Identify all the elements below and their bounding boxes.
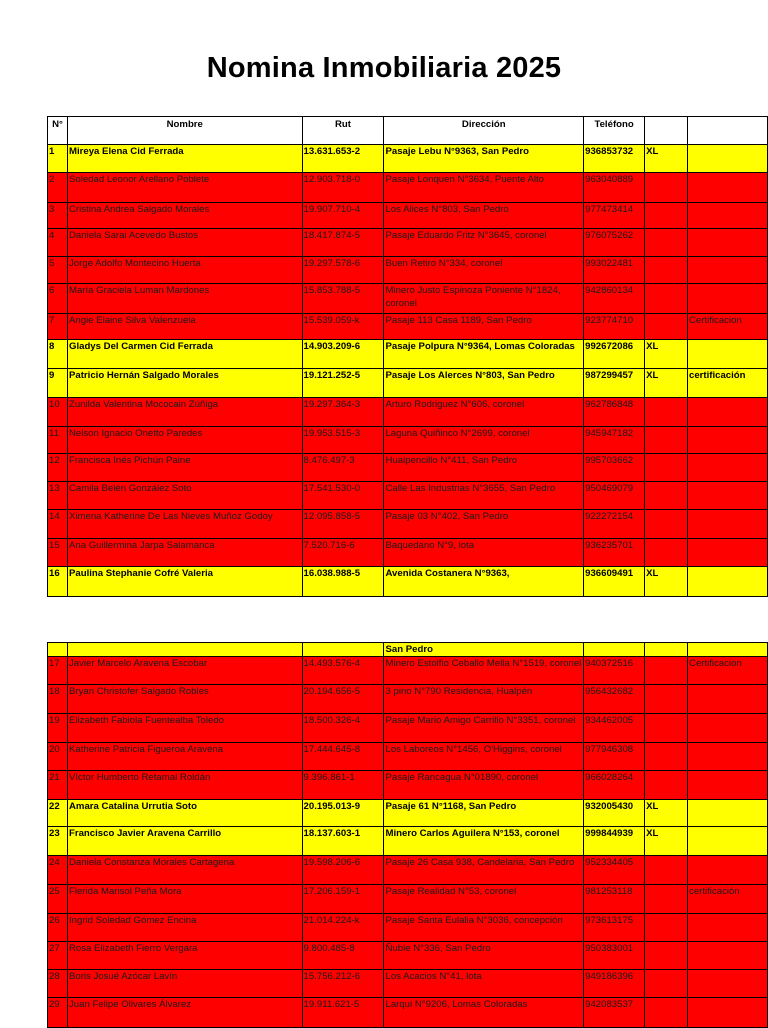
row-rut: 19.911.621-5 [302,998,384,1028]
row-observacion [688,482,768,510]
row-number: 21 [48,771,68,800]
row-nombre: Daniela Sarai Acevedo Bustos [67,229,302,257]
row-number: 6 [48,284,68,314]
row-telefono: 950383001 [584,942,645,970]
header-direccion: Dirección [384,117,584,145]
row-observacion [688,714,768,743]
row-talla [645,482,688,510]
row-direccion: San Pedro [384,643,584,657]
row-telefono: 977473414 [584,203,645,229]
row-observacion [688,229,768,257]
table-row [48,914,768,942]
row-direccion: Larqui N°9206, Lomas Coloradas [384,998,584,1028]
row-nombre: Ximena Katherine De Las Nieves Muñoz Godoy [67,510,302,539]
row-number: 17 [48,657,68,685]
row-direccion: Ñuble N°336, San Pedro [384,942,584,970]
row-nombre: Mireya Elena Cid Ferrada [67,145,302,173]
table-row [48,685,768,714]
row-number: 20 [48,743,68,771]
row-number: 23 [48,827,68,856]
row-direccion: Pasaje Polpura N°9364, Lomas Coloradas [384,340,584,369]
row-rut: 17.444.645-8 [302,743,384,771]
table-row [48,827,768,856]
row-number: 19 [48,714,68,743]
row-nombre: Paulina Stephanie Cofré Valeria [67,567,302,597]
row-rut: 18.417.874-5 [302,229,384,257]
row-observacion [688,914,768,942]
row-observacion [688,398,768,427]
row-talla [645,284,688,314]
row-rut: 15.756.212-6 [302,970,384,998]
row-direccion: Pasaje Lonquen N°3634, Puente Alto [384,173,584,203]
row-rut: 19.907.710-4 [302,203,384,229]
table-row [48,454,768,482]
row-nombre [67,643,302,657]
row-telefono: 922272154 [584,510,645,539]
row-number: 7 [48,314,68,340]
row-direccion: Buen Retiro N°334, coronel [384,257,584,284]
row-telefono: 976075262 [584,229,645,257]
row-number: 5 [48,257,68,284]
table-row [48,229,768,257]
row-talla [645,427,688,454]
table-row [48,257,768,284]
row-nombre: Francisco Javier Aravena Carrillo [67,827,302,856]
row-talla: XL [645,340,688,369]
row-direccion: Pasaje Realidad N°53, coronel [384,885,584,914]
row-observacion [688,800,768,827]
row-rut: 20.195.013-9 [302,800,384,827]
row-observacion [688,145,768,173]
row-direccion: Hualpencillo N°411, San Pedro [384,454,584,482]
row-talla [645,970,688,998]
row-number: 29 [48,998,68,1028]
row-rut: 19.598.206-6 [302,856,384,885]
row-talla [645,885,688,914]
table-row [48,800,768,827]
row-telefono: 963040889 [584,173,645,203]
row-number: 24 [48,856,68,885]
row-observacion [688,743,768,771]
row-number: 11 [48,427,68,454]
row-talla [645,856,688,885]
row-rut: 19.297.364-3 [302,398,384,427]
row-nombre: Daniela Constanza Morales Cartagena [67,856,302,885]
table-row [48,173,768,203]
header-extra-1 [645,117,688,145]
row-rut [302,643,384,657]
row-rut: 19.121.252-5 [302,369,384,398]
row-number: 12 [48,454,68,482]
row-talla: XL [645,567,688,597]
row-telefono: 962786848 [584,398,645,427]
row-number: 16 [48,567,68,597]
row-direccion: Los Alices N°803, San Pedro [384,203,584,229]
row-observacion [688,856,768,885]
nomina-table-1 [47,116,768,597]
row-telefono: 940372516 [584,657,645,685]
row-direccion: 3 pino N°790 Residencia, Hualpén [384,685,584,714]
row-talla [645,539,688,567]
row-telefono: 950469079 [584,482,645,510]
row-nombre: Zunilda Valentina Mococain Zúñiga [67,398,302,427]
row-nombre: Nelson Ignacio Onetto Paredes [67,427,302,454]
row-nombre: Amara Catalina Urrutia Soto [67,800,302,827]
row-telefono: 949186396 [584,970,645,998]
row-talla [645,743,688,771]
table-row [48,942,768,970]
row-observacion [688,827,768,856]
row-observacion: Certificacion [688,314,768,340]
row-rut: 16.038.988-5 [302,567,384,597]
row-observacion [688,998,768,1028]
row-telefono: 936609491 [584,567,645,597]
row-rut: 19.953.515-3 [302,427,384,454]
row-talla [645,203,688,229]
table-row [48,567,768,597]
row-nombre: Soledad Leonor Arellano Poblete [67,173,302,203]
row-talla [645,657,688,685]
row-number: 27 [48,942,68,970]
row-direccion: Pasaje Lebu N°9363, San Pedro [384,145,584,173]
row-observacion [688,510,768,539]
row-telefono: 952334405 [584,856,645,885]
row-telefono: 936853732 [584,145,645,173]
row-rut: 12.095.858-5 [302,510,384,539]
row-observacion [688,340,768,369]
row-number [48,643,68,657]
table-row [48,482,768,510]
row-nombre: Elizabeth Fabiola Fuentealba Toledo [67,714,302,743]
row-rut: 18.500.326-4 [302,714,384,743]
row-observacion: certificación [688,885,768,914]
table-row [48,314,768,340]
row-observacion [688,942,768,970]
row-number: 2 [48,173,68,203]
row-rut: 21.014.224-k [302,914,384,942]
row-rut: 12.903.718-0 [302,173,384,203]
row-talla [645,454,688,482]
row-telefono: 977946308 [584,743,645,771]
row-nombre: Patricio Hernán Salgado Morales [67,369,302,398]
row-telefono: 981253118 [584,885,645,914]
table-row [48,284,768,314]
row-direccion: Los Acacios N°41, lota [384,970,584,998]
row-rut: 9.396.861-1 [302,771,384,800]
table-row [48,856,768,885]
row-observacion [688,427,768,454]
row-number: 8 [48,340,68,369]
table-row [48,771,768,800]
row-number: 14 [48,510,68,539]
row-observacion [688,970,768,998]
row-observacion [688,771,768,800]
row-telefono: 987299457 [584,369,645,398]
row-talla [645,714,688,743]
row-nombre: Camila Belén González Soto [67,482,302,510]
row-number: 1 [48,145,68,173]
row-telefono: 999844939 [584,827,645,856]
row-direccion: Pasaje Mario Amigo Carrillo N°3351, coronel [384,714,584,743]
row-rut: 8.476.497-3 [302,454,384,482]
row-telefono: 923774710 [584,314,645,340]
header-telefono: Teléfono [584,117,645,145]
row-number: 9 [48,369,68,398]
row-telefono: 973613175 [584,914,645,942]
row-telefono [584,643,645,657]
page-title: Nomina Inmobiliaria 2025 [206,52,562,84]
row-direccion: Minero Carlos Aguilera N°153, coronel [384,827,584,856]
header-num: N° [48,117,68,145]
row-direccion: Laguna Quiñinco N°2699, coronel [384,427,584,454]
table-row [48,340,768,369]
row-rut: 14.903.209-6 [302,340,384,369]
row-nombre: María Graciela Luman Mardones [67,284,302,314]
row-direccion: Pasaje 113 Casa 1189, San Pedro [384,314,584,340]
row-talla [645,173,688,203]
row-observacion: certificación [688,369,768,398]
row-number: 25 [48,885,68,914]
row-nombre: Juan Felipe Olivares Álvarez [67,998,302,1028]
row-nombre: Flerida Marisol Peña Mora [67,885,302,914]
table-row [48,885,768,914]
row-observacion [688,203,768,229]
table-row [48,998,768,1028]
row-rut: 17.206.159-1 [302,885,384,914]
row-number: 22 [48,800,68,827]
row-direccion: Los Laboreos N°1456, O'Higgins, coronel [384,743,584,771]
row-direccion: Pasaje 03 N°402, San Pedro [384,510,584,539]
row-talla [645,398,688,427]
table-row [48,203,768,229]
table-row [48,714,768,743]
row-telefono: 942860134 [584,284,645,314]
header-nombre: Nombre [67,117,302,145]
row-nombre: Ana Guillermina Jarpa Salamanca [67,539,302,567]
row-nombre: Katherine Patricia Figueroa Aravena [67,743,302,771]
row-observacion [688,685,768,714]
row-talla: XL [645,145,688,173]
table-row [48,743,768,771]
row-number: 28 [48,970,68,998]
row-number: 3 [48,203,68,229]
row-nombre: Gladys Del Carmen Cid Ferrada [67,340,302,369]
row-talla: XL [645,827,688,856]
row-rut: 13.631.653-2 [302,145,384,173]
row-telefono: 932005430 [584,800,645,827]
row-telefono: 942083537 [584,998,645,1028]
table-row [48,643,768,657]
row-rut: 9.800.485-8 [302,942,384,970]
row-nombre: Javier Marcelo Aravena Escobar [67,657,302,685]
row-rut: 15.539.059-k [302,314,384,340]
header-extra-2 [688,117,768,145]
row-direccion: Arturo Rodriguez N°606, coronel [384,398,584,427]
row-direccion: Minero Estolfio Ceballo Mella N°1519, coronel [384,657,584,685]
row-number: 26 [48,914,68,942]
row-telefono: 945947182 [584,427,645,454]
row-talla: XL [645,800,688,827]
row-nombre: Angie Elaine Silva Valenzuela [67,314,302,340]
row-direccion: Pasaje Los Alerces N°803, San Pedro [384,369,584,398]
row-direccion: Pasaje Eduardo Fritz N°3645, coronel [384,229,584,257]
row-number: 4 [48,229,68,257]
row-talla [645,914,688,942]
table-row [48,539,768,567]
row-direccion: Pasaje 26 Casa 938, Candelaria, San Pedro [384,856,584,885]
row-nombre: Ingrid Soledad Gómez Encina [67,914,302,942]
row-direccion: Pasaje 61 N°1168, San Pedro [384,800,584,827]
row-talla [645,998,688,1028]
table-row [48,510,768,539]
table-row [48,398,768,427]
row-telefono: 992672086 [584,340,645,369]
row-rut: 14.493.576-4 [302,657,384,685]
row-observacion [688,567,768,597]
row-talla [645,942,688,970]
row-direccion: Pasaje Rancagua N°01890, coronel [384,771,584,800]
table-row [48,369,768,398]
table-row [48,145,768,173]
table-row [48,657,768,685]
table-row [48,427,768,454]
row-nombre: Jorge Adolfo Montecino Huerta [67,257,302,284]
row-rut: 7.520.716-6 [302,539,384,567]
row-rut: 15.853.788-5 [302,284,384,314]
row-observacion: Certificacion [688,657,768,685]
row-talla [645,685,688,714]
row-direccion: Calle Las Industrias N°3655, San Pedro [384,482,584,510]
row-direccion: Baquedano N°9, lota [384,539,584,567]
row-number: 15 [48,539,68,567]
row-observacion [688,539,768,567]
row-number: 10 [48,398,68,427]
row-talla [645,771,688,800]
row-telefono: 934462005 [584,714,645,743]
row-talla [645,314,688,340]
row-telefono: 936235701 [584,539,645,567]
row-talla [645,257,688,284]
row-telefono: 995703662 [584,454,645,482]
row-rut: 17.541.530-0 [302,482,384,510]
row-observacion [688,257,768,284]
row-talla [645,510,688,539]
row-observacion [688,173,768,203]
row-talla [645,643,688,657]
row-direccion: Minero Justo Espinoza Poniente N°1824, coronel [384,284,584,314]
row-telefono: 956432682 [584,685,645,714]
row-rut: 20.194.656-5 [302,685,384,714]
row-nombre: Francisca Inés Pichún Paine [67,454,302,482]
row-number: 13 [48,482,68,510]
row-observacion [688,454,768,482]
row-rut: 19.297.578-6 [302,257,384,284]
row-number: 18 [48,685,68,714]
row-nombre: Bryan Christofer Salgado Robles [67,685,302,714]
header-row [48,117,768,145]
nomina-table-2 [47,642,768,1028]
row-nombre: Cristina Andrea Salgado Morales [67,203,302,229]
header-rut: Rut [302,117,384,145]
row-observacion [688,643,768,657]
row-nombre: Boris Josué Azócar Lavín [67,970,302,998]
row-direccion: Pasaje Santa Eulalia N°3036, concepción [384,914,584,942]
row-talla: XL [645,369,688,398]
row-telefono: 993022481 [584,257,645,284]
row-nombre: Víctor Humberto Retamal Roldán [67,771,302,800]
row-nombre: Rosa Elizabeth Fierro Vergara [67,942,302,970]
row-observacion [688,284,768,314]
row-talla [645,229,688,257]
row-rut: 18.137.603-1 [302,827,384,856]
table-row [48,970,768,998]
row-telefono: 966028264 [584,771,645,800]
row-direccion: Avenida Costanera N°9363, [384,567,584,597]
